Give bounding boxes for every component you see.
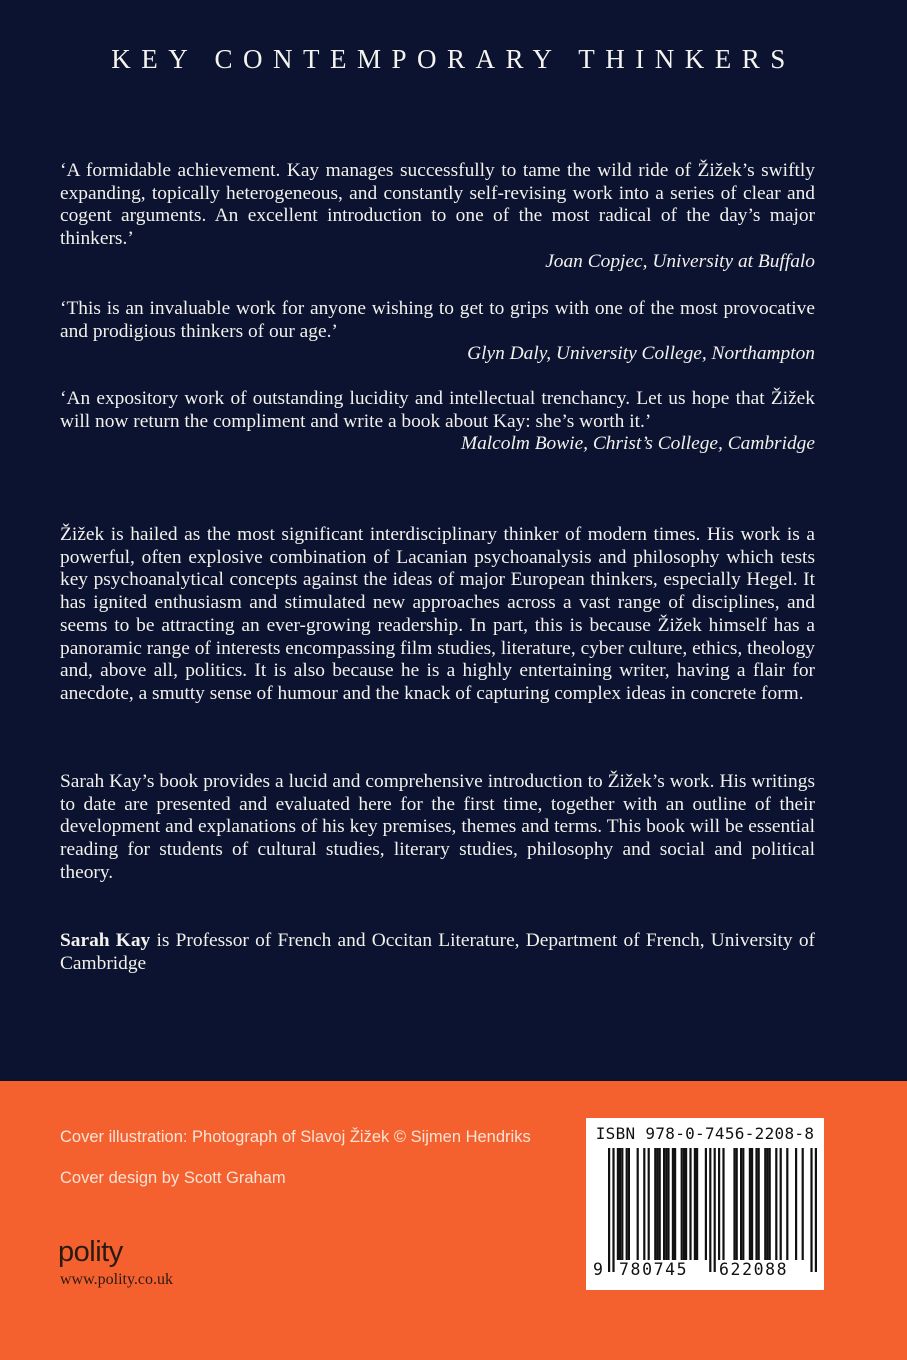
barcode-bar [608,1148,610,1272]
publisher-url[interactable]: www.polity.co.uk [60,1271,174,1288]
barcode-bar [775,1148,777,1260]
barcode-bar [766,1148,768,1260]
endorsement-quote: ‘An expository work of outstanding lucidity and intellectual trenchancy. Let us hope that Žižek will now return the compliment and write a book about Kay: she’s worth it.’ [60,388,815,432]
publisher-logo: polity [58,1236,123,1268]
barcode-bar [648,1148,650,1260]
barcode-bar [683,1148,685,1260]
barcode-bar [637,1148,639,1260]
barcode-bar [619,1148,621,1260]
barcode-bar [643,1148,645,1260]
barcode-bar [751,1148,753,1260]
barcode-bar [718,1148,720,1260]
barcode-bar [795,1148,797,1260]
barcode-bar [667,1148,669,1260]
barcode-bar [621,1148,623,1260]
barcode-bar [802,1148,804,1260]
barcode-bar [672,1148,674,1260]
barcode-bar [709,1148,711,1272]
endorsement-attribution: Joan Copjec, University at Buffalo [545,250,815,272]
barcode-bar [654,1148,656,1260]
description-paragraph-1: Žižek is hailed as the most significant interdisciplinary thinker of modern times. His work is a powerful, often explosive combination of Lacanian psychoanalysis and philosophy which tests key psychoanalytical concepts against the ideas of major European thinkers, especially Hegel. It has ignited enthusiasm and stimulated new approaches across a vast range of disciplines, and seems to be attracting an ever-growing readership. In part, this is because Žižek himself has a panoramic range of interests encompassing film studies, literature, cyber culture, ethics, theology and, above all, politics. It is also because he is a highly entertaining writer, having a flair for anecdote, a smutty sense of humour and the knack of capturing complex ideas in concrete form. [60,524,815,704]
description-paragraph-2: Sarah Kay’s book provides a lucid and comprehensive introduction to Žižek’s work. His writings to date are presented and evaluated here for the first time, together with an outline of their development and explanations of his key premises, themes and terms. This book will be essential reading for students of cultural studies, literary studies, philosophy and social and political theory. [60,771,815,883]
barcode-right-digits: 622088 [719,1260,789,1279]
barcode-bar [769,1148,771,1260]
barcode-bar [733,1148,735,1260]
endorsement-attribution: Malcolm Bowie, Christ’s College, Cambridge [460,433,815,455]
barcode-bar [714,1148,716,1272]
barcode-bar [674,1148,676,1260]
isbn-label: ISBN 978-0-7456-2208-8 [595,1124,815,1143]
barcode-bar [694,1148,696,1260]
endorsement-3 [60,388,815,456]
barcode-bar [705,1148,707,1260]
barcode-bar [749,1148,751,1260]
barcode [586,1118,824,1290]
endorsement-quote: ‘This is an invaluable work for anyone wishing to get to grips with one of the most provocative and prodigious thinkers of our age.’ [60,298,815,342]
barcode-bar [628,1148,630,1260]
barcode-bar [764,1148,766,1260]
barcode-bar [810,1148,812,1272]
barcode-first-digit: 9 [593,1260,605,1279]
barcode-bar [736,1148,738,1260]
endorsement-1 [60,160,815,274]
barcode-bar [656,1148,658,1260]
barcode-bar [696,1148,698,1260]
barcode-bar [665,1148,667,1260]
author-bio [60,930,815,975]
author-bio-text: is Professor of French and Occitan Literature, Department of French, University of Cambridge [60,930,816,974]
barcode-bar [740,1148,742,1260]
barcode-left-digits: 780745 [619,1260,689,1279]
barcode-bar [815,1148,817,1272]
cover-design-credit: Cover design by Scott Graham [60,1169,286,1187]
barcode-bar [758,1148,760,1260]
endorsement-quote: ‘A formidable achievement. Kay manages successfully to tame the wild ride of Žižek’s swiftly expanding, topically heterogeneous, and constantly self-revising work into a series of clear and cogent arguments. An excellent introduction to one of the most radical of the day’s major thinkers.’ [60,160,815,250]
barcode-bar [742,1148,744,1260]
barcode-bar [626,1148,628,1260]
barcode-bar [663,1148,665,1260]
series-title: KEY CONTEMPORARY THINKERS [111,44,796,74]
barcode-bar [681,1148,683,1260]
endorsement-attribution: Glyn Daly, University College, Northampton [467,343,815,365]
barcode-bar [617,1148,619,1260]
barcode-bar [689,1148,691,1260]
barcode-bar [659,1148,661,1260]
endorsement-2 [60,298,815,366]
barcode-bar [722,1148,724,1260]
barcode-bar [612,1148,614,1272]
author-name: Sarah Kay [60,930,151,951]
barcode-bar [685,1148,687,1260]
barcode-bar [786,1148,788,1260]
cover-illustration-credit: Cover illustration: Photograph of Slavoj Žižek © Sijmen Hendriks [60,1128,531,1146]
barcode-bar [755,1148,757,1260]
barcode-bar [780,1148,782,1260]
